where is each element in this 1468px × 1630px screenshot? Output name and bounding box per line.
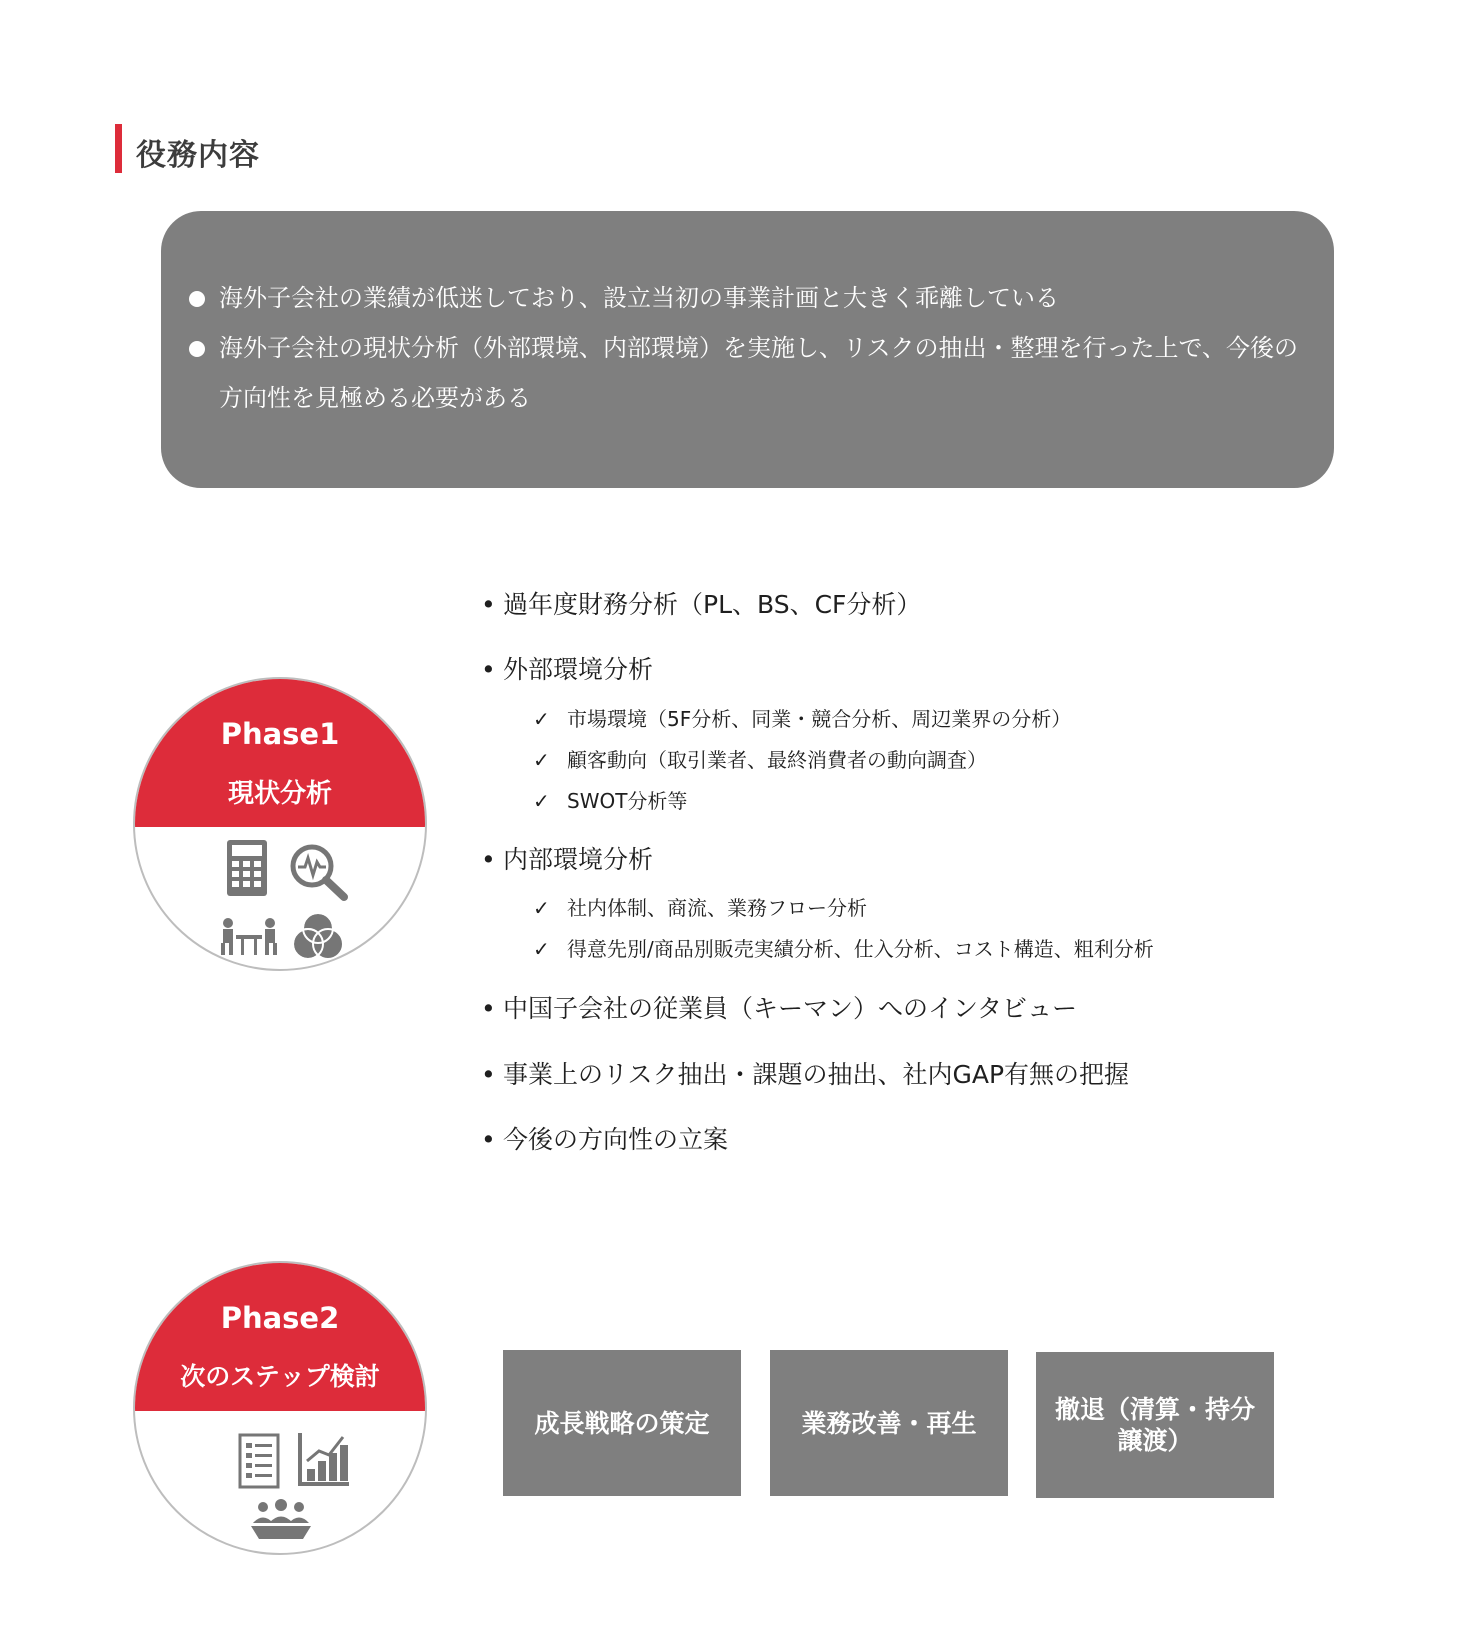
- document-list-icon: [238, 1433, 280, 1489]
- list-item: • 内部環境分析: [481, 845, 654, 874]
- venn-diagram-icon: [292, 911, 344, 961]
- check-item: ✓ 市場環境（5F分析、同業・競合分析、周辺業界の分析）: [533, 707, 1072, 731]
- section-title: 役務内容: [136, 138, 260, 173]
- calculator-icon: [226, 839, 268, 897]
- option-growth-strategy: 成長戦略の策定: [503, 1350, 741, 1496]
- phase2-circle: [133, 1261, 427, 1555]
- magnifier-pulse-icon: [288, 842, 350, 902]
- phase1-title: Phase1: [220, 717, 340, 751]
- list-item: • 事業上のリスク抽出・課題の抽出、社内GAP有無の把握: [481, 1060, 1130, 1089]
- check-item: ✓ 得意先別/商品別販売実績分析、仕入分析、コスト構造、粗利分析: [533, 937, 1154, 961]
- list-item: • 中国子会社の従業員（キーマン）へのインタビュー: [481, 994, 1078, 1023]
- check-item: ✓ 社内体制、商流、業務フロー分析: [533, 896, 867, 920]
- list-item: • 今後の方向性の立案: [481, 1125, 729, 1154]
- group-icon: [251, 1499, 311, 1541]
- check-item: ✓ 顧客動向（取引業者、最終消費者の動向調査）: [533, 748, 987, 772]
- check-item: ✓ SWOT分析等: [533, 789, 688, 813]
- summary-item: 海外子会社の業績が低迷しており、設立当初の事業計画と大きく乖離している: [189, 273, 1299, 323]
- bullet-dot-icon: [189, 341, 205, 357]
- phase2-title: Phase2: [220, 1301, 340, 1335]
- summary-item: 海外子会社の現状分析（外部環境、内部環境）を実施し、リスクの抽出・整理を行った上で、今後の方向性を見極める必要がある: [189, 323, 1299, 423]
- meeting-icon: [221, 917, 277, 957]
- list-item: • 過年度財務分析（PL、BS、CF分析）: [481, 590, 922, 619]
- bar-chart-icon: [297, 1431, 351, 1487]
- list-item: • 外部環境分析: [481, 655, 654, 684]
- phase2-subtitle: 次のステップ検討: [180, 1362, 380, 1391]
- bullet-dot-icon: [189, 291, 205, 307]
- option-withdrawal: 撤退（清算・持分譲渡）: [1036, 1352, 1274, 1498]
- section-accent-bar: [115, 124, 122, 173]
- option-business-improvement: 業務改善・再生: [770, 1350, 1008, 1496]
- phase1-circle: [133, 677, 427, 971]
- summary-box: [161, 211, 1334, 488]
- phase1-subtitle: 現状分析: [227, 779, 332, 809]
